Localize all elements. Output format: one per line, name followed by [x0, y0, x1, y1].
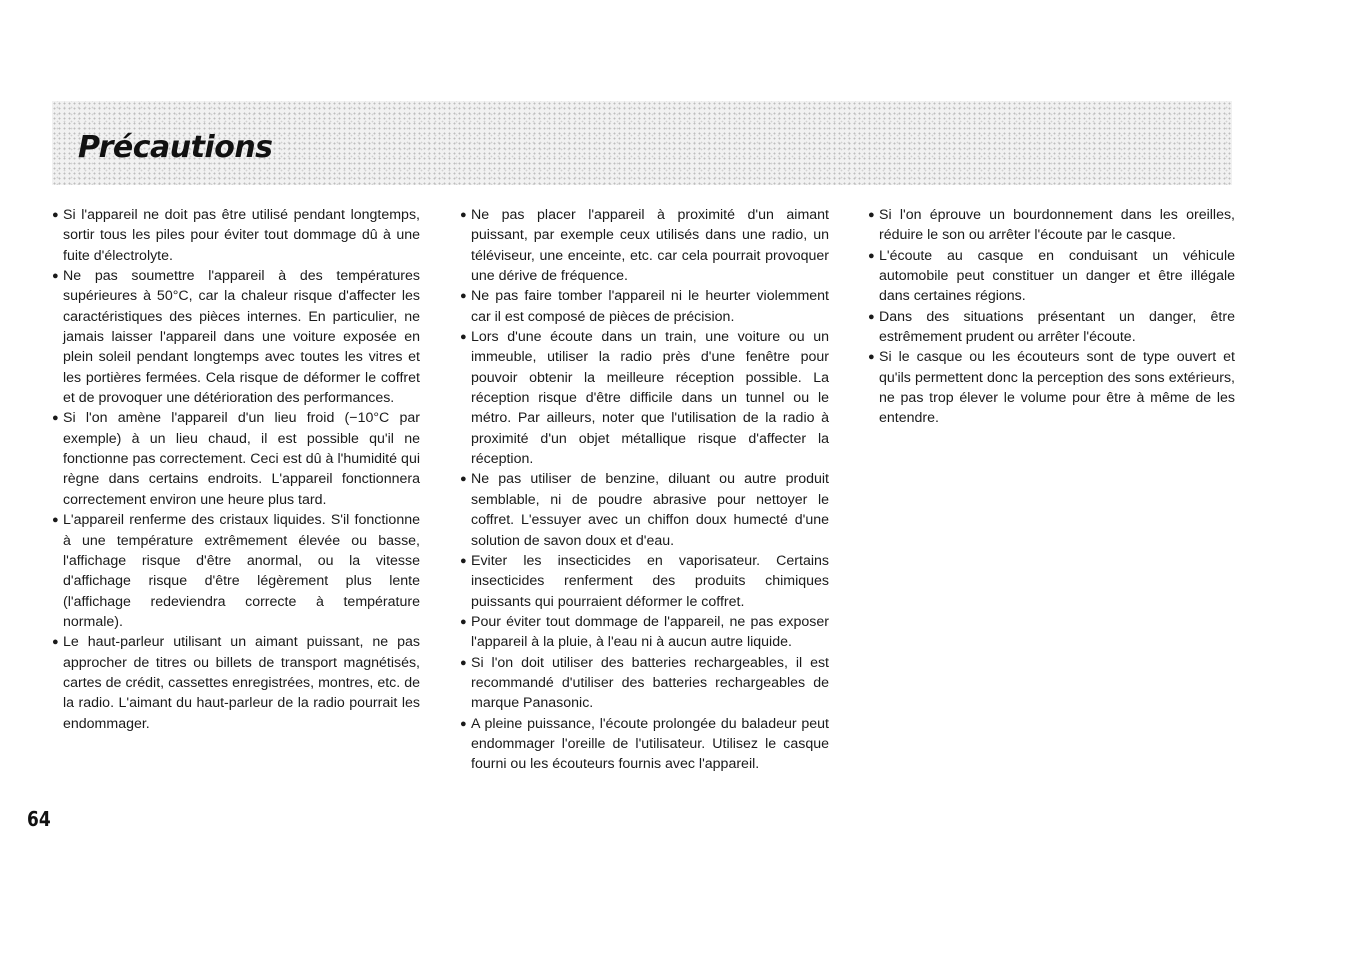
page-title: Précautions: [78, 130, 273, 165]
precaution-text: L'écoute au casque en conduisant un véhicule automobile peut constituer un danger et être illégale dans certaines régions.: [879, 247, 1235, 305]
precaution-item: [460, 612, 829, 653]
precaution-text: A pleine puissance, l'écoute prolongée du baladeur peut endommager l'oreille de l'utilisateur. Utilisez le casque fourni ou les écouteurs fournis avec l'appareil.: [471, 715, 829, 773]
precaution-item: [52, 205, 420, 266]
text-column-1: [52, 205, 420, 734]
precaution-item: [460, 469, 829, 550]
precaution-text: Si l'on éprouve un bourdonnement dans les oreilles, réduire le son ou arrêter l'écoute par le casque.: [879, 207, 1235, 244]
precaution-item: [460, 286, 829, 327]
precaution-item: [868, 307, 1235, 348]
precaution-text: Ne pas faire tomber l'appareil ni le heurter violemment car il est composé de pièces de précision.: [471, 288, 829, 325]
bullet-icon: ●: [460, 473, 467, 486]
bullet-icon: ●: [460, 717, 467, 730]
bullet-icon: ●: [52, 514, 59, 527]
bullet-icon: ●: [460, 331, 467, 344]
precaution-item: [52, 266, 420, 408]
precaution-text: Dans des situations présentant un danger, être estrêmement prudent ou arrêter l'écoute.: [879, 308, 1235, 346]
precaution-text: Si l'on amène l'appareil d'un lieu froid (−10°C par exemple) à un lieu chaud, il est possible qu'il ne fonctionne pas correctement. Ceci est dû à l'humidité qui règne dans certains endroits. L'appareil fonctionnera correctement environ une heure plus tard.: [63, 410, 420, 508]
precaution-text: Lors d'une écoute dans un train, une voiture ou un immeuble, utiliser la radio près d'une fenêtre pour pouvoir obtenir la meilleure réception possible. La réception risque d'être difficile dans un tunnel ou le métro. Par ailleurs, noter que l'utilisation de la radio à proximité d'un objet métallique risque d'affecter la réception.: [471, 329, 829, 468]
bullet-icon: ●: [460, 656, 467, 669]
bullet-icon: ●: [868, 209, 875, 221]
precaution-item: [52, 632, 420, 734]
precaution-text: Pour éviter tout dommage de l'appareil, ne pas exposer l'appareil à la pluie, à l'eau ni à aucun autre liquide.: [471, 613, 829, 651]
precaution-text: Ne pas soumettre l'appareil à des températures supérieures à 50°C, car la chaleur risque d'affecter les caractéristiques des pièces internes. En particulier, ne jamais laisser l'appareil dans une voiture exposée en plein soleil pendant longtemps avec toutes les vitres et les portières fermées. Cela risque de déformer le coffret et de provoquer une détérioration des performances.: [63, 268, 420, 407]
bullet-icon: ●: [52, 636, 59, 649]
text-column-2: [460, 205, 829, 775]
bullet-icon: ●: [460, 209, 467, 221]
precaution-item: [460, 327, 829, 469]
bullet-icon: ●: [868, 310, 875, 323]
bullet-icon: ●: [868, 351, 875, 364]
precaution-text: Ne pas utiliser de benzine, diluant ou autre produit semblable, ni de poudre abrasive pour nettoyer le coffret. L'essuyer avec un chiffon doux humecté d'une solution de savon doux et d'eau.: [471, 471, 829, 549]
bullet-icon: ●: [460, 615, 467, 628]
precaution-text: Si l'appareil ne doit pas être utilisé pendant longtemps, sortir tous les piles pour éviter tout dommage dû à une fuite d'électrolyte.: [63, 207, 420, 264]
precaution-item: [868, 246, 1235, 307]
precaution-item: [52, 408, 420, 510]
page-number: 64: [27, 807, 51, 831]
precaution-item: [460, 205, 829, 286]
bullet-icon: ●: [868, 249, 875, 262]
precaution-item: [52, 510, 420, 632]
precaution-text: Ne pas placer l'appareil à proximité d'un aimant puissant, par exemple ceux utilisés dans une radio, un téléviseur, une enceinte, etc. car cela pourrait provoquer une dérive de fréquence.: [471, 207, 829, 285]
precaution-text: Eviter les insecticides en vaporisateur. Certains insecticides renferment des produits chimiques puissants qui pourraient déformer le coffret.: [471, 552, 829, 610]
bullet-icon: ●: [460, 290, 467, 303]
precaution-text: L'appareil renferme des cristaux liquides. S'il fonctionne à une température extrêmement élevée ou basse, l'affichage risque d'être anormal, ou la vitesse d'affichage risque d'être légèrement plus lente (l'affichage redeviendra correcte à température normale).: [63, 512, 420, 630]
bullet-icon: ●: [52, 270, 59, 283]
precaution-item: [868, 205, 1235, 246]
bullet-icon: ●: [460, 554, 467, 567]
precaution-item: [868, 347, 1235, 428]
precaution-item: [460, 551, 829, 612]
precaution-text: Si le casque ou les écouteurs sont de type ouvert et qu'ils permettent donc la perception des sons extérieurs, ne pas trop élever le volume pour être à même de les entendre.: [879, 349, 1235, 427]
precaution-text: Le haut-parleur utilisant un aimant puissant, ne pas approcher de titres ou billets de transport magnétisés, cartes de crédit, cassettes enregistrées, montres, etc. de la radio. L'aimant du haut-parleur de la radio pourrait les endommager.: [63, 634, 420, 732]
precaution-item: [460, 714, 829, 775]
precaution-text: Si l'on doit utiliser des batteries rechargeables, il est recommandé d'utiliser des batteries rechargeables de marque Panasonic.: [471, 654, 829, 712]
bullet-icon: ●: [52, 209, 59, 221]
precaution-item: [460, 653, 829, 714]
bullet-icon: ●: [52, 412, 59, 425]
text-column-3: [868, 205, 1235, 429]
